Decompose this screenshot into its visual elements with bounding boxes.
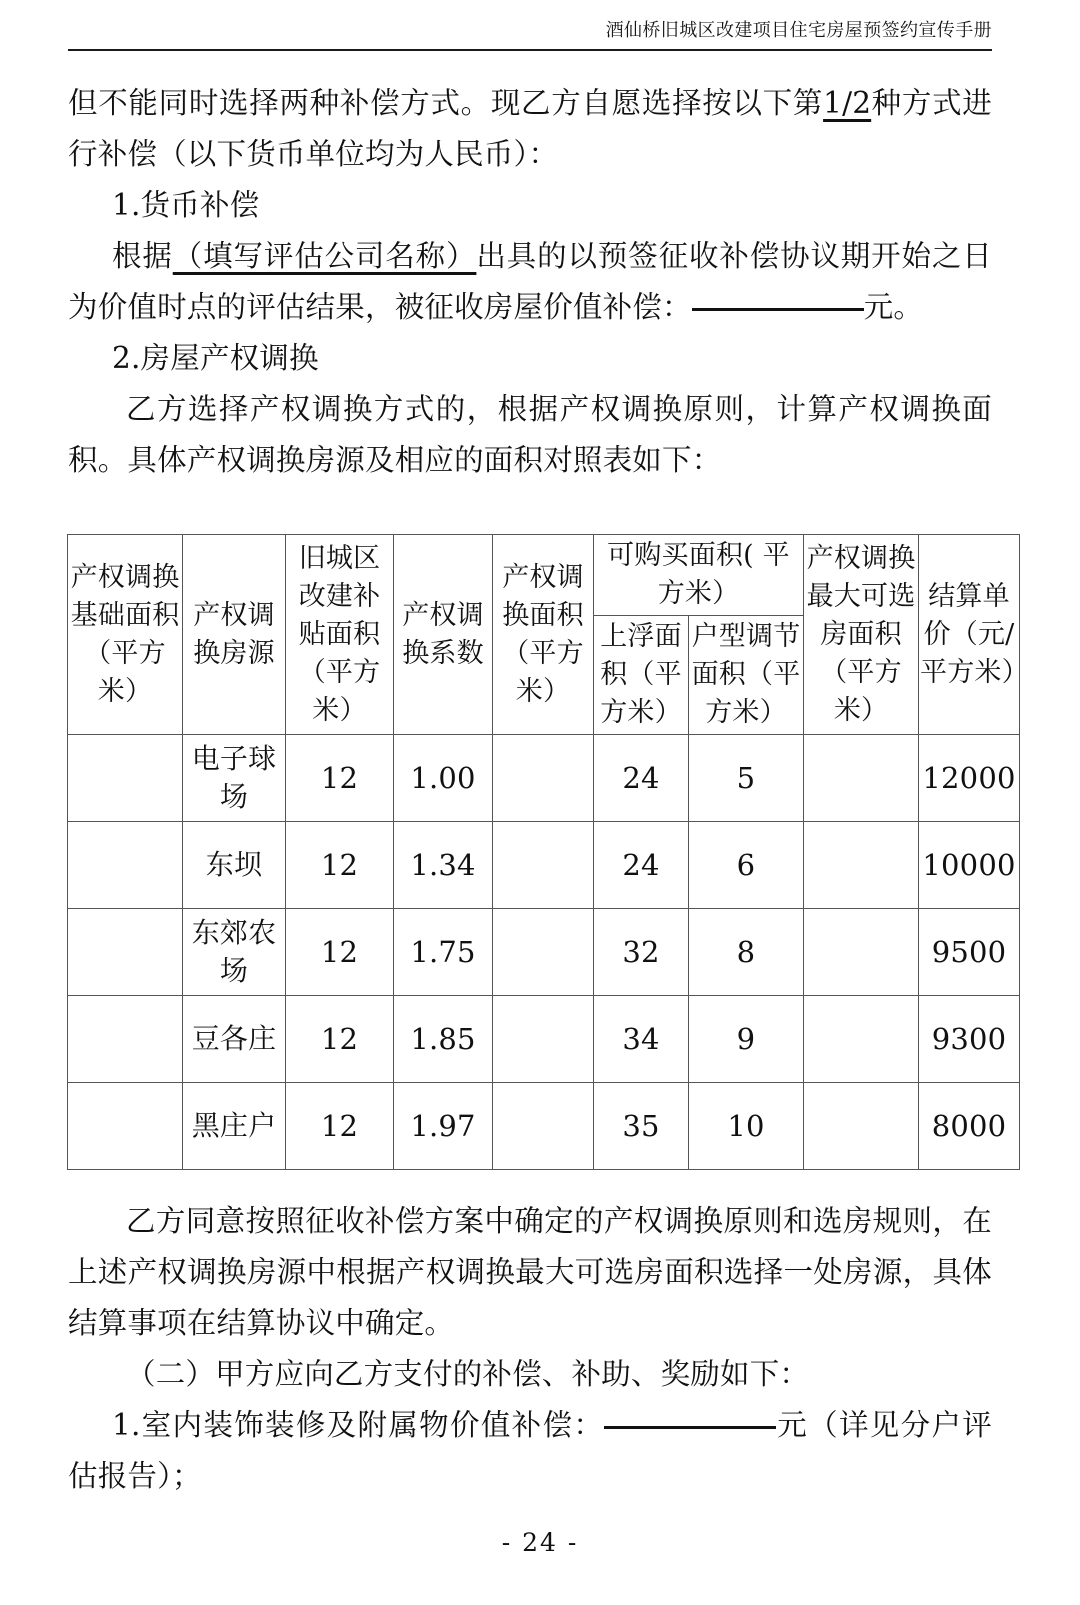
th-group-buyable-area: 可购买面积( 平方米） xyxy=(594,535,804,616)
page-number: - 24 - xyxy=(501,1528,579,1557)
page-header xyxy=(68,18,992,51)
cell-swap-area xyxy=(493,735,594,822)
para2-text-a: 根据 xyxy=(112,239,173,273)
cell-unit-price: 9500 xyxy=(919,909,1020,996)
cell-max-selectable-area xyxy=(804,1083,919,1170)
cell-swap-area xyxy=(493,1083,594,1170)
cell-layout-adjust-area: 8 xyxy=(689,909,804,996)
decoration-compensation-blank[interactable] xyxy=(604,1425,776,1429)
table-header-row-1 xyxy=(68,535,1020,616)
cell-subsidy-area: 12 xyxy=(286,822,394,909)
paragraph-swap-rule: 乙方选择产权调换方式的，根据产权调换原则，计算产权调换面积。具体产权调换房源及相应的面积对照表如下： xyxy=(68,392,992,477)
paragraph-appraisal xyxy=(68,231,992,333)
para1-text-b: 种方式进行补偿（以下货币单位均为人民币）： xyxy=(68,86,992,171)
cell-base-area xyxy=(68,1083,183,1170)
th-housing-source: 产权调换房源 xyxy=(183,535,286,735)
table-row xyxy=(68,822,1020,909)
th-float-area: 上浮面积（平方米） xyxy=(594,616,689,735)
cell-float-area: 32 xyxy=(594,909,689,996)
para2-text-b: 出具的以预签征收补偿协议期开始之日为价值时点的评估结果，被征收房屋价值补偿： xyxy=(68,239,992,324)
cell-max-selectable-area xyxy=(804,909,919,996)
cell-coefficient: 1.75 xyxy=(394,909,493,996)
cell-coefficient: 1.85 xyxy=(394,996,493,1083)
cell-layout-adjust-area: 10 xyxy=(689,1083,804,1170)
th-base-area: 产权调换基础面积（平方米） xyxy=(68,535,183,735)
para6-text-b: 元（详见分户评估报告）； xyxy=(68,1408,992,1493)
cell-subsidy-area: 12 xyxy=(286,735,394,822)
cell-housing-source: 东坝 xyxy=(183,822,286,909)
cell-unit-price: 12000 xyxy=(919,735,1020,822)
cell-float-area: 24 xyxy=(594,822,689,909)
cell-float-area: 35 xyxy=(594,1083,689,1170)
cell-float-area: 34 xyxy=(594,996,689,1083)
cell-layout-adjust-area: 9 xyxy=(689,996,804,1083)
body-text-bottom xyxy=(68,1196,992,1502)
table-body xyxy=(68,735,1020,1170)
paragraph-section-two: （二）甲方应向乙方支付的补偿、补助、奖励如下： xyxy=(126,1357,810,1391)
cell-base-area xyxy=(68,909,183,996)
cell-swap-area xyxy=(493,822,594,909)
cell-max-selectable-area xyxy=(804,735,919,822)
compensation-choice-value: 1/2 xyxy=(823,86,872,120)
table-head xyxy=(68,535,1029,735)
cell-float-area: 24 xyxy=(594,735,689,822)
property-swap-table xyxy=(67,534,1029,1170)
paragraph-decoration-compensation xyxy=(68,1400,992,1502)
th-swap-coefficient: 产权调换系数 xyxy=(394,535,493,735)
paragraph-agreement: 乙方同意按照征收补偿方案中确定的产权调换原则和选房规则，在上述产权调换房源中根据产权调换最大可选房面积选择一处房源，具体结算事项在结算协议中确定。 xyxy=(68,1204,992,1340)
appraisal-company-blank[interactable]: （填写评估公司名称） xyxy=(172,239,477,273)
para2-text-c: 元。 xyxy=(863,290,924,324)
house-value-amount-blank[interactable] xyxy=(692,307,864,311)
th-swap-area: 产权调换面积（平方米） xyxy=(493,535,594,735)
cell-unit-price: 10000 xyxy=(919,822,1020,909)
table-row xyxy=(68,909,1020,996)
cell-subsidy-area: 12 xyxy=(286,909,394,996)
item-1-title: 1.货币补偿 xyxy=(112,188,260,222)
cell-max-selectable-area xyxy=(804,996,919,1083)
th-subsidy-area: 旧城区改建补贴面积（平方米） xyxy=(286,535,394,735)
cell-subsidy-area: 12 xyxy=(286,1083,394,1170)
table-row xyxy=(68,996,1020,1083)
cell-housing-source: 电子球场 xyxy=(183,735,286,822)
cell-subsidy-area: 12 xyxy=(286,996,394,1083)
cell-swap-area xyxy=(493,909,594,996)
item-2-title: 2.房屋产权调换 xyxy=(112,341,319,375)
cell-coefficient: 1.00 xyxy=(394,735,493,822)
cell-layout-adjust-area: 6 xyxy=(689,822,804,909)
th-max-selectable-area: 产权调换最大可选房面积（平方米） xyxy=(804,535,919,735)
cell-layout-adjust-area: 5 xyxy=(689,735,804,822)
th-layout-adjust-area: 户型调节面积（平方米） xyxy=(689,616,804,735)
cell-coefficient: 1.97 xyxy=(394,1083,493,1170)
paragraph-compensation-choice xyxy=(68,78,992,180)
running-title: 酒仙桥旧城区改建项目住宅房屋预签约宣传手册 xyxy=(605,20,992,41)
cell-base-area xyxy=(68,996,183,1083)
header-divider xyxy=(68,49,992,51)
th-settlement-unit-price: 结算单价（元/平方米） xyxy=(919,535,1020,735)
cell-housing-source: 黑庄户 xyxy=(183,1083,286,1170)
para6-text-a: 1.室内装饰装修及附属物价值补偿： xyxy=(112,1408,605,1442)
table-row xyxy=(68,735,1020,822)
table-row xyxy=(68,1083,1020,1170)
cell-base-area xyxy=(68,822,183,909)
cell-max-selectable-area xyxy=(804,822,919,909)
cell-housing-source: 豆各庄 xyxy=(183,996,286,1083)
cell-unit-price: 9300 xyxy=(919,996,1020,1083)
cell-housing-source: 东郊农场 xyxy=(183,909,286,996)
para1-text-a: 但不能同时选择两种补偿方式。现乙方自愿选择按以下第 xyxy=(68,86,824,120)
cell-base-area xyxy=(68,735,183,822)
cell-unit-price: 8000 xyxy=(919,1083,1020,1170)
body-text-top xyxy=(68,78,992,486)
cell-swap-area xyxy=(493,996,594,1083)
cell-coefficient: 1.34 xyxy=(394,822,493,909)
property-swap-table-wrap xyxy=(67,534,1029,1170)
